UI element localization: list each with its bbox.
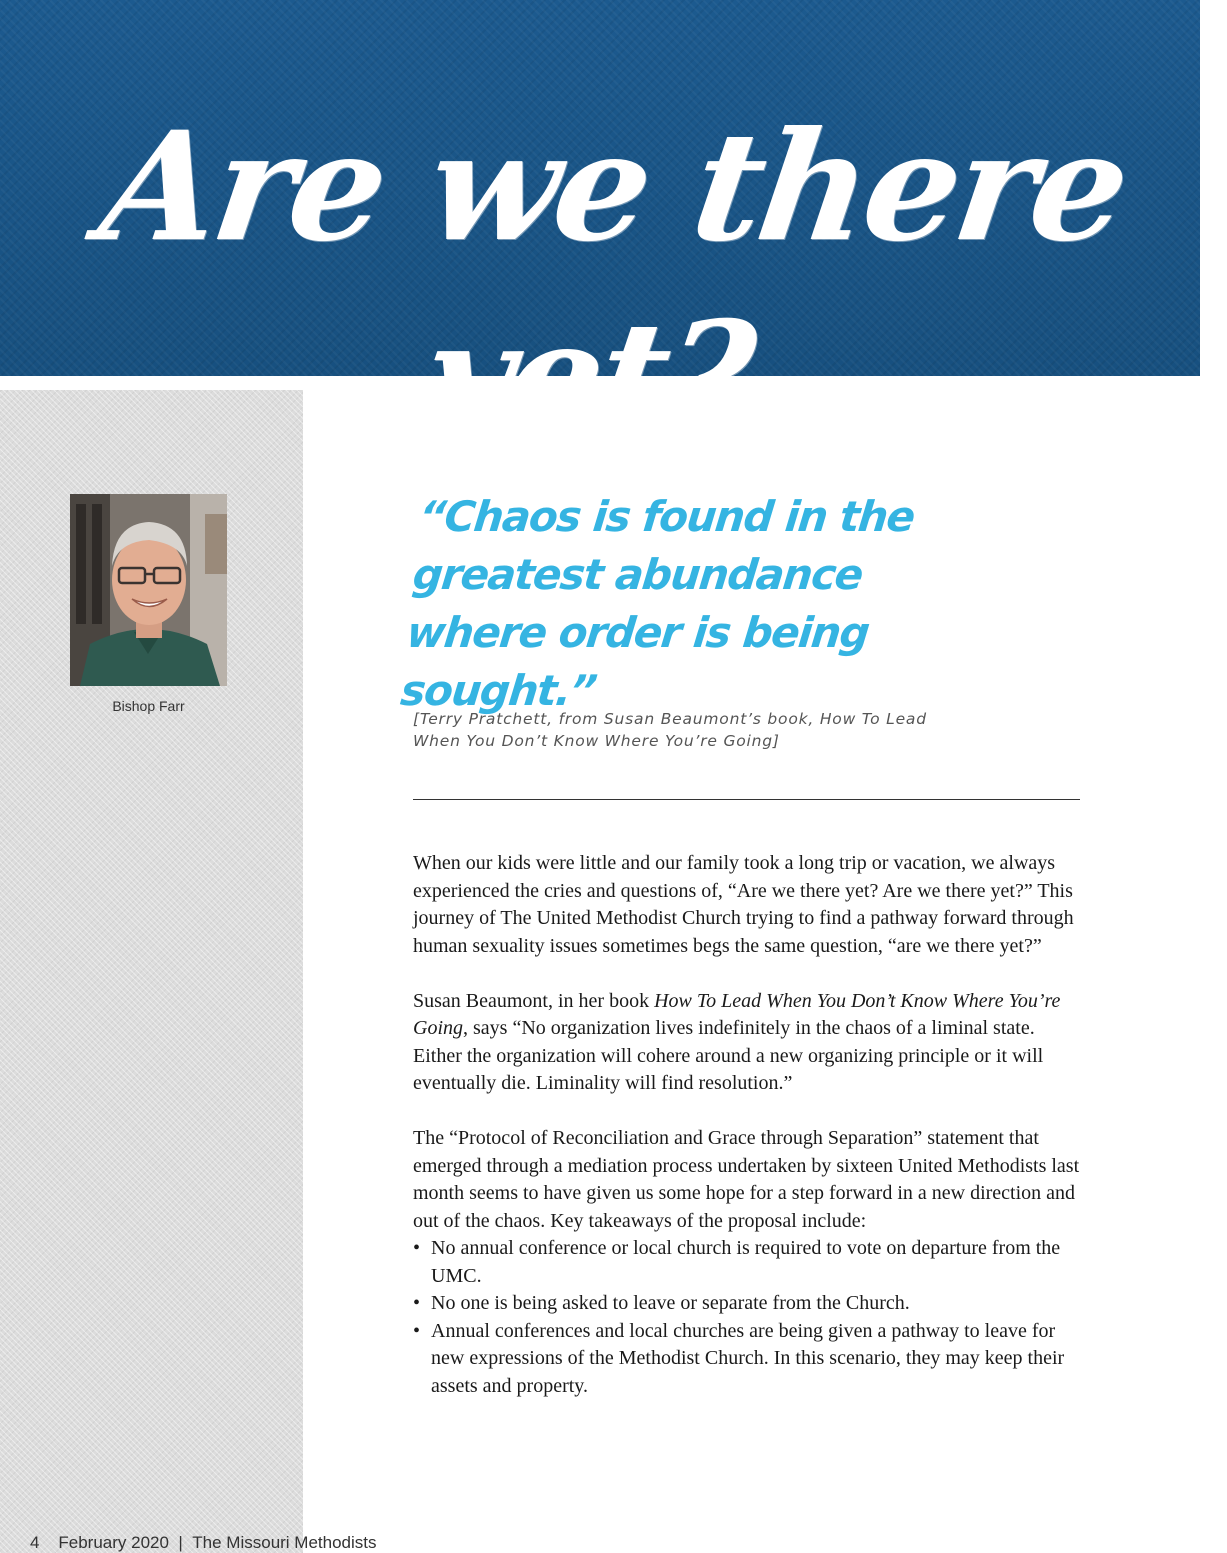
list-item	[413, 1290, 1085, 1318]
page-number: 4	[30, 1533, 40, 1552]
bullet-icon: •	[413, 1292, 421, 1314]
author-photo	[70, 494, 227, 686]
title-banner	[0, 0, 1200, 465]
paragraph-1: When our kids were little and our family took a long trip or vacation, we always experienced the cries and questions of, “Are we there yet? Are we there yet?” This journey of The United Methodist Church trying to find a pathway forward through human sexuality issues sometimes begs the same question, “are we there yet?”	[413, 852, 1074, 957]
list-item-text: Annual conferences and local churches are being given a pathway to leave for new expressions of the Methodist Church. In this scenario, they may keep their assets and property.	[431, 1319, 1065, 1397]
paragraph-3: The “Protocol of Reconciliation and Grace through Separation” statement that emerged through a mediation process undertaken by sixteen United Methodists last month seems to have given us some hope for a step forward in a new direction and out of the chaos. Key takeaways of the proposal include:	[413, 1127, 1080, 1232]
takeaways-list	[413, 1235, 1085, 1400]
photo-caption: Bishop Farr	[112, 698, 185, 714]
publication-name: The Missouri Methodists	[192, 1533, 377, 1552]
paragraph-2-start: Susan Beaumont, in her book	[413, 989, 655, 1012]
list-item-text: No one is being asked to leave or separate from the Church.	[431, 1292, 910, 1314]
issue-date: February 2020	[58, 1533, 169, 1552]
bullet-icon: •	[413, 1319, 421, 1342]
quote-attribution: [Terry Pratchett, from Susan Beaumont’s book, How To Lead When You Don’t Know Where You’re Going]	[413, 710, 927, 750]
pull-quote: “Chaos is found in the greatest abundance where order is being sought.”	[398, 492, 917, 715]
bullet-icon: •	[413, 1237, 421, 1259]
article-body	[413, 850, 1085, 1400]
list-item-text: No annual conference or local church is required to vote on departure from the UMC.	[431, 1237, 1061, 1287]
book-title: How To Lead When You Don’t Know Where You’re Going	[413, 989, 1061, 1039]
page-footer	[30, 1533, 377, 1553]
portrait-image	[70, 494, 227, 686]
list-item	[413, 1318, 1085, 1401]
footer-separator: |	[178, 1533, 183, 1552]
list-item	[413, 1235, 1085, 1290]
paragraph-2	[413, 988, 1085, 1098]
page-title: Are we there yet?	[90, 99, 1136, 465]
section-divider	[413, 799, 1080, 800]
paragraph-2-end: , says “No organization lives indefinitely in the chaos of a liminal state. Either the organization will cohere around a new organizing principle or it will eventually die. Liminality will find resolution.”	[413, 1017, 1044, 1094]
